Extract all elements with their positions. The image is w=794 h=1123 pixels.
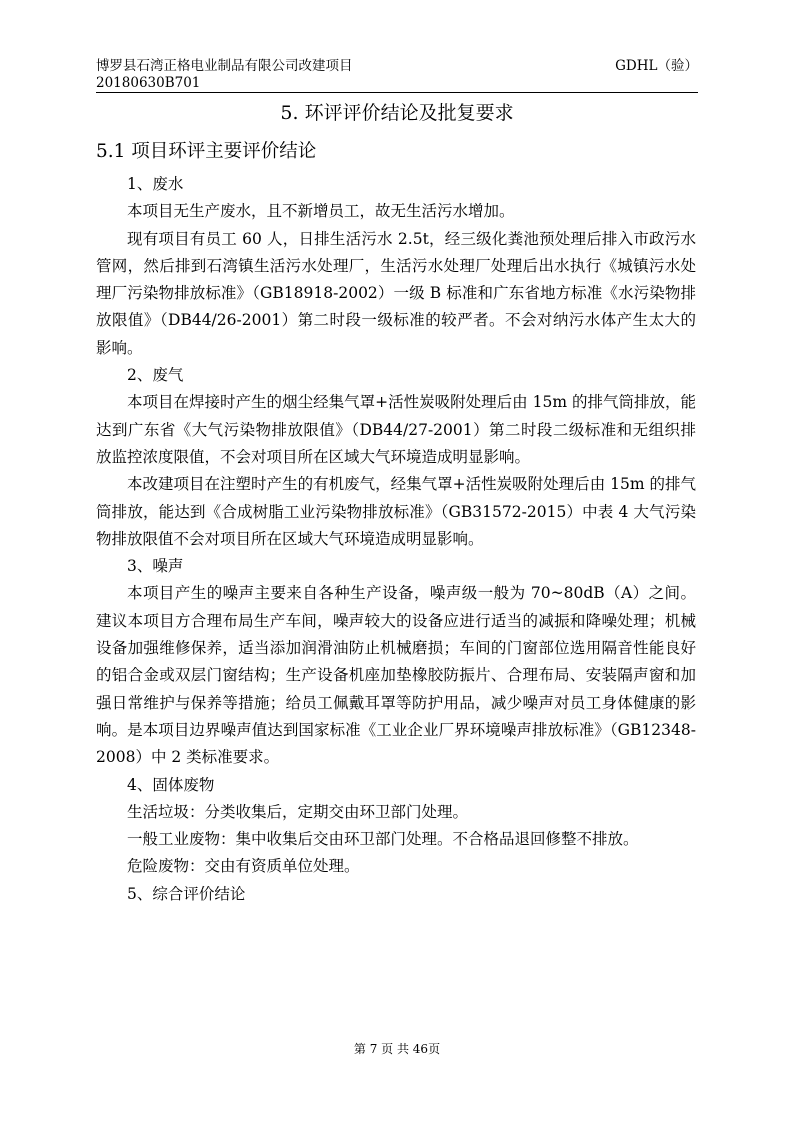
- paragraph: 生活垃圾：分类收集后，定期交由环卫部门处理。: [127, 802, 469, 821]
- paragraph: 本改建项目在注塑时产生的有机废气，经集气罩+活性炭吸附处理后由 15m 的排气筒排放，能达到《合成树脂工业污染物排放标准》（GB31572-2015）中表 4 大气污染物排放限值不会对项目所在区域大气环境造成明显影响。: [96, 475, 696, 548]
- subheading-exhaust-gas: 2、废气: [127, 366, 184, 385]
- subheading-noise: 3、噪声: [127, 557, 184, 576]
- header-doc-number: 20180630B701: [96, 75, 201, 91]
- paragraph: 本项目无生产废水，且不新增员工，故无生活污水增加。: [127, 202, 515, 221]
- paragraph: 一般工业废物：集中收集后交由环卫部门处理。不合格品退回修整不排放。: [127, 830, 639, 849]
- subheading-solid-waste: 4、固体废物: [127, 775, 215, 794]
- header-code: GDHL（验）: [615, 58, 698, 74]
- paragraph: 危险废物：交由有资质单位处理。: [127, 857, 360, 876]
- page-header: [96, 58, 698, 92]
- header-divider: [96, 92, 698, 93]
- subheading-wastewater: 1、废水: [127, 175, 184, 193]
- paragraph: 现有项目有员工 60 人，日排生活污水 2.5t，经三级化粪池预处理后排入市政污水管网，然后排到石湾镇生活污水处理厂，生活污水处理厂处理后出水执行《城镇污水处理厂污染物排放标准》（GB18918-2002）一级 B 标准和广东省地方标准《水污染物排放限值》（DB44/26-2001）第二时段一级标准的较严者。不会对纳污水体产生太大的影响。: [96, 229, 696, 357]
- page-number: 第 7 页 共 46页: [353, 1042, 441, 1056]
- paragraph: 本项目在焊接时产生的烟尘经集气罩+活性炭吸附处理后由 15m 的排气筒排放，能达到广东省《大气污染物排放限值》（DB44/27-2001）第二时段二级标准和无组织排放监控浓度限值，不会对项目所在区域大气环境造成明显影响。: [96, 393, 696, 466]
- subheading-conclusion: 5、综合评价结论: [127, 884, 246, 903]
- body-text: [96, 171, 696, 908]
- paragraph: 本项目产生的噪声主要来自各种生产设备，噪声级一般为 70~80dB（A）之间。建议本项目方合理布局生产车间，噪声较大的设备应进行适当的减振和降噪处理；机械设备加强维修保养，适当添加润滑油防止机械磨损；车间的门窗部位选用隔音性能良好的铝合金或双层门窗结构；生产设备机座加垫橡胶防振片、合理布局、安装隔声窗和加强日常维护与保养等措施；给员工佩戴耳罩等防护用品，减少噪声对员工身体健康的影响。是本项目边界噪声值达到国家标准《工业企业厂界环境噪声排放标准》（GB12348-2008）中 2 类标准要求。: [96, 584, 696, 767]
- chapter-title: 5. 环评评价结论及批复要求: [280, 102, 514, 124]
- header-company: 博罗县石湾正格电业制品有限公司改建项目: [96, 58, 353, 74]
- section-heading: 5.1 项目环评主要评价结论: [96, 141, 317, 162]
